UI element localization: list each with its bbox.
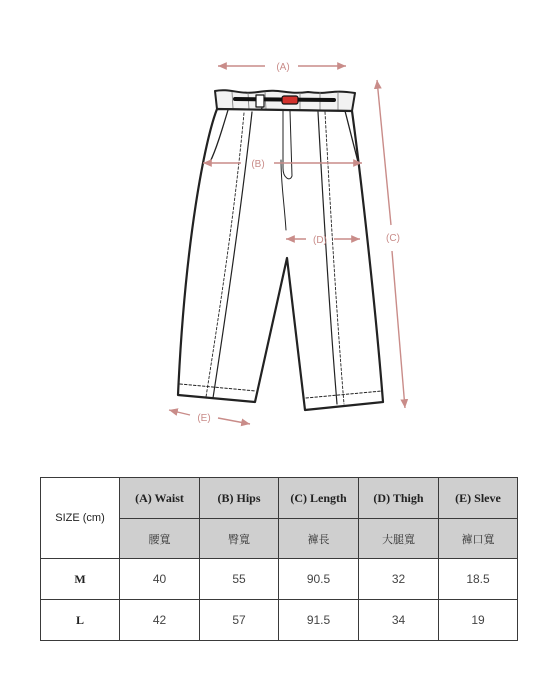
- table-cell: 18.5: [439, 559, 518, 600]
- label-e: (E): [197, 413, 211, 424]
- label-c: (C): [386, 233, 400, 244]
- label-d: (D): [313, 235, 327, 246]
- column-header-hips: (B) Hips: [200, 478, 279, 519]
- size-label: L: [41, 600, 120, 641]
- belt-buckle: [282, 96, 298, 104]
- column-subheader-hips: 臀寬: [200, 519, 279, 559]
- table-row: [41, 600, 518, 641]
- table-cell: 32: [359, 559, 439, 600]
- table-cell: 19: [439, 600, 518, 641]
- column-subheader-sleve: 褲口寬: [439, 519, 518, 559]
- table-cell: 91.5: [279, 600, 359, 641]
- size-unit-label: SIZE (cm): [41, 478, 120, 559]
- label-b: (B): [251, 159, 265, 170]
- column-subheader-waist: 腰寬: [120, 519, 200, 559]
- table-cell: 55: [200, 559, 279, 600]
- table-cell: 42: [120, 600, 200, 641]
- column-header-length: (C) Length: [279, 478, 359, 519]
- column-header-thigh: (D) Thigh: [359, 478, 439, 519]
- column-header-sleve: (E) Sleve: [439, 478, 518, 519]
- table-cell: 40: [120, 559, 200, 600]
- size-label: M: [41, 559, 120, 600]
- pants-drawing: [178, 90, 383, 410]
- column-subheader-length: 褲長: [279, 519, 359, 559]
- table-cell: 90.5: [279, 559, 359, 600]
- table-cell: 34: [359, 600, 439, 641]
- column-header-waist: (A) Waist: [120, 478, 200, 519]
- size-chart-table: [40, 477, 518, 641]
- table-row: [41, 559, 518, 600]
- pants-outline: [178, 109, 383, 410]
- table-cell: 57: [200, 600, 279, 641]
- label-a: (A): [276, 62, 290, 73]
- column-subheader-thigh: 大腿寬: [359, 519, 439, 559]
- arrow-e: [169, 410, 190, 415]
- arrow-c: [377, 80, 391, 225]
